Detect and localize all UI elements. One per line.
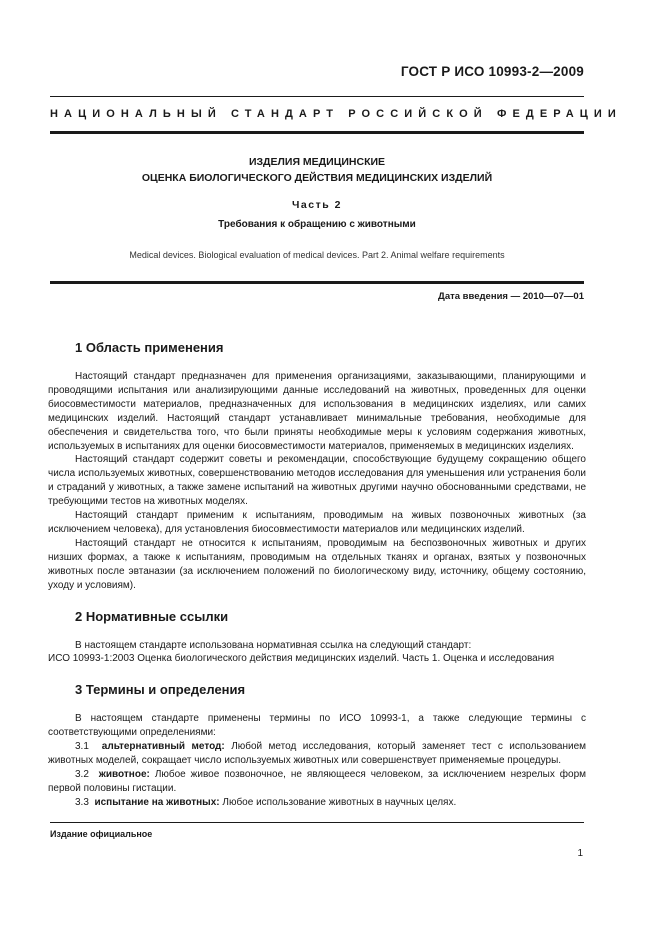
term-definition: Любое использование животных в научных целях. <box>222 796 457 808</box>
scope-paragraph-1: Настоящий стандарт предназначен для применения организациями, заказывающими, планирующими и проводящими испытания или анализирующими данные исследований на животных, проведенных для оценки биосовместимости материалов, предназначенных для использования в медицинских изделиях, или самих медицинских изделий. Настоящий стандарт устанавливает минимальные требования, необходимые для обеспечения и свидетельства того, что были приняты необходимые меры к условиям содержания животных, используемых в испытаниях для оценки биосовместимости материалов, применяемых в медицинских изделиях. <box>48 371 586 452</box>
english-title: Medical devices. Biological evaluation of medical devices. Part 2. Animal welfare requirements <box>129 250 505 260</box>
references-paragraph-1: В настоящем стандарте использована нормативная ссылка на следующий стандарт: <box>75 639 472 651</box>
terms-intro: В настоящем стандарте применены термины по ИСО 10993-1, а также следующие термины с соответствующими определениями: <box>48 713 586 739</box>
page-number: 1 <box>577 848 583 859</box>
header-rule-top <box>50 96 584 97</box>
gost-code: ГОСТ Р ИСО 10993-2—2009 <box>400 64 584 79</box>
term-definition: Любой метод исследования, который заменяет тест с использованием животных моделей, сокращает число используемых животных или совершенствует применяемые процедуры. <box>48 741 587 767</box>
part-label: Часть 2 <box>292 199 342 211</box>
term-name: альтернативный метод: <box>101 741 225 753</box>
term-definition: Любое живое позвоночное, не являющееся человеком, за исключением незрелых форм первой половины гистации. <box>48 768 587 794</box>
section-heading-references: 2 Нормативные ссылки <box>75 608 229 624</box>
section-heading-terms: 3 Термины и определения <box>75 682 246 698</box>
references-paragraph-2: ИСО 10993-1:2003 Оценка биологического действия медицинских изделий. Часть 1. Оценка и исследования <box>48 653 555 665</box>
title-rule <box>50 281 584 284</box>
edition-note: Издание официальное <box>50 829 153 839</box>
term-definition-2 <box>48 768 586 796</box>
scope-paragraph-3: Настоящий стандарт применим к испытаниям, проводимым на живых позвоночных животных (за исключением человека), для установления биосовместимости материалов или медицинских изделий. <box>48 510 586 535</box>
document-title-line2: ОЦЕНКА БИОЛОГИЧЕСКОГО ДЕЙСТВИЯ МЕДИЦИНСКИХ ИЗДЕЛИЙ <box>141 172 493 184</box>
intro-date: Дата введения — 2010—07—01 <box>438 291 584 302</box>
section-heading-scope: 1 Область применения <box>75 340 224 355</box>
term-name: животное: <box>98 768 150 780</box>
scope-paragraph-4: Настоящий стандарт не относится к испытаниям, проводимым на беспозвоночных животных и других низших формах, а также к испытаниям, проводимым на отдельных тканях и органах, взятых у позвоночных животных после эвтаназии (за исключением положений по биологическому виду, источнику, общему состоянию, уходу и условиям). <box>48 537 586 591</box>
part-subtitle: Требования к обращению с животными <box>218 219 416 230</box>
term-number: 3.1 <box>75 741 89 753</box>
document-title <box>50 154 584 186</box>
term-number: 3.3 <box>75 796 89 808</box>
footer-rule <box>50 822 584 823</box>
scope-paragraph-2: Настоящий стандарт содержит советы и рекомендации, способствующие будущему сокращению общего числа используемых животных, совершенствованию методов исследования для уменьшения или устранения боли и страданий у животных, а также замене испытаний на животных другими научно обоснованными средствами, не требующими тестов на животных моделях. <box>48 454 586 508</box>
term-number: 3.2 <box>75 768 89 780</box>
header-rule-bottom <box>50 131 584 134</box>
document-title-line1: ИЗДЕЛИЯ МЕДИЦИНСКИЕ <box>248 156 386 168</box>
document-body <box>48 340 586 810</box>
term-definition-1 <box>48 740 586 768</box>
term-name: испытание на животных: <box>94 796 220 808</box>
term-definition-3 <box>48 796 586 810</box>
national-title: НАЦИОНАЛЬНЫЙ СТАНДАРТ РОССИЙСКОЙ ФЕДЕРАЦИИ <box>50 108 622 120</box>
